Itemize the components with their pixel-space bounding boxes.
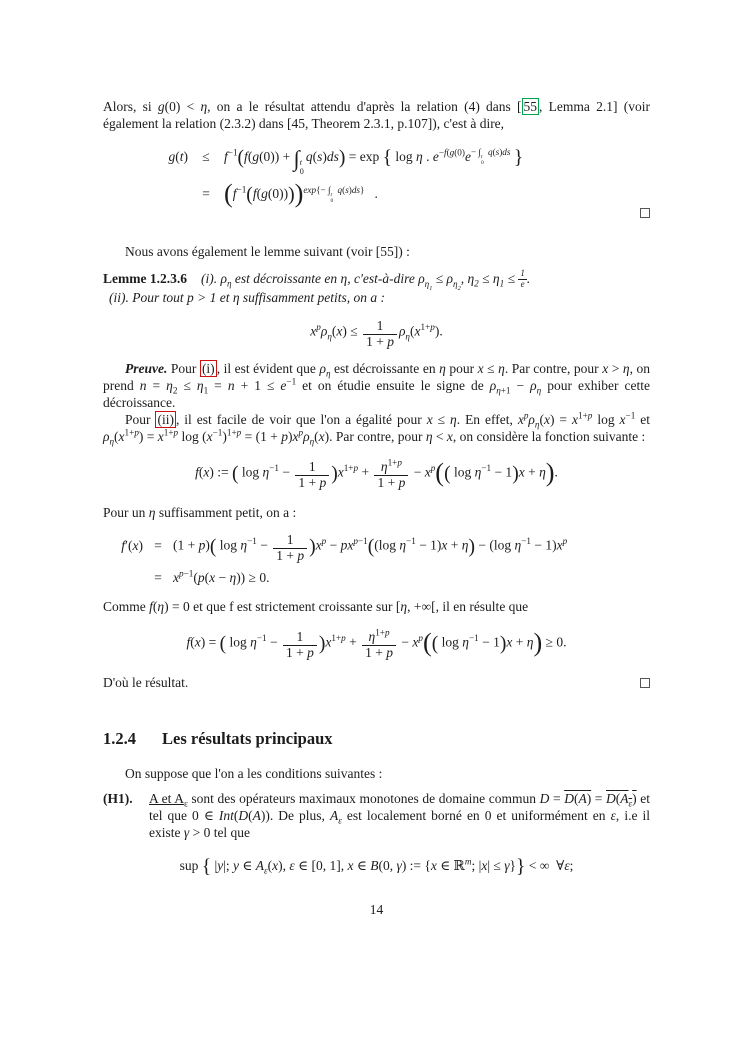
ref-link-i[interactable]: (i)	[201, 361, 215, 377]
equation-f-prime	[103, 533, 650, 587]
paragraph-alors: Alors, si g(0) < η, on a le résultat attendu d'après la relation (4) dans [ 55 , Lemma 2.1] (voir également la relation (2.3.2) dans [45, Theorem 2.3.1, p.107]), c'est à dire,	[103, 99, 650, 131]
equation-fprime-line-2	[103, 570, 650, 587]
paragraph-on-suppose: On suppose que l'on a les conditions suivantes :	[125, 766, 383, 782]
section-heading-1-2-4	[103, 729, 650, 750]
conclusion-line	[103, 675, 650, 692]
equation-rhs: $(f^{-1}(f(g(0))))^{exp\{- \int t 0 q(s)ds\}}$ .	[224, 179, 378, 209]
qed-line-1	[103, 208, 650, 218]
equation-f-definition: f(x) := ( $\log \eta^{-1}$ − $\frac{1}{1 + p}$ )$x^{1+p}$ + $\frac{\eta^{1+p}}{1 + p}$ − $x^p$(( $\log \eta^{-1} - 1)x + \eta$).	[195, 457, 558, 490]
paragraph-preuve-i: Preuve. Pour (i) , il est évident que $\rho_\eta$ est décroissante en η pour x ≤ η. Par contre, pour x > η, on prend $n = \eta_2 \le \eta_1 = n + 1 \le e^{-1}$ et on étudie ensuite le signe de $\rho_{\eta+1} - \rho_\eta$ pour exhiber cette décroissance.	[103, 361, 650, 411]
citation-link-55[interactable]: 55	[523, 99, 538, 114]
equation-lhs: g(t)	[168, 148, 188, 164]
paragraph-pour-un-eta: Pour un η suffisamment petit, on a :	[103, 504, 297, 520]
paragraph-preuve-ii: Pour (ii) , il est facile de voir que l'on a égalité pour x ≤ η. En effet, $x^p\rho_\eta(x) = x^{1+p}$ $\log x^{-1}$ et $\rho_\eta(x^{1+p}) = x^{1+p}$ $\log (x^{-1})^{1+p} = (1 + p)x^p\rho_\eta(x)$. Par contre, pour η < x, on considère la fonction suivante :	[103, 410, 650, 447]
equation-lemma-inequality: $x^p\rho_\eta(x)$ ≤ $\frac{1}{1 + p}$ $\rho_\eta(x^{1+p})$.	[310, 317, 443, 349]
lemma-item-ii: (ii). Pour tout p > 1 et η suffisamment petits, on a :	[109, 289, 386, 305]
section-number: 1.2.4	[103, 729, 136, 749]
qed-square-icon	[640, 678, 650, 688]
equation-lhs: f′(x)	[121, 538, 143, 554]
equation-g-line-2	[133, 179, 650, 209]
equation-sup-bound: sup { |y|; y ∈ $A_\varepsilon(x)$, ε ∈ [0, 1], x ∈ B(0, γ) := {x ∈ ℝ$^m$; |x| ≤ γ}} < ∞ ∀ε;	[179, 856, 574, 878]
ref-link-ii[interactable]: (ii)	[157, 412, 174, 428]
page-number: 14	[369, 902, 384, 918]
section-title: Les résultats principaux	[162, 729, 333, 749]
equation-g-estimate	[133, 145, 650, 209]
equation-fprime-line-1	[103, 533, 650, 564]
equation-g-line-1	[133, 145, 650, 177]
hypothesis-h1	[103, 791, 650, 842]
paragraph-nous-avons: Nous avons également le lemme suivant (voir [55]) :	[125, 244, 410, 260]
lemma-title: Lemme 1.2.3.6	[103, 271, 187, 287]
equation-f-positive: f(x) = ( $\log \eta^{-1}$ − $\frac{1}{1 + p}$ )$x^{1+p}$ + $\frac{\eta^{1+p}}{1 + p}$ − $x^p$(( $\log \eta^{-1} - 1)x + \eta) \ge 0$.	[186, 627, 567, 660]
equation-rhs: $x^{p-1}(p(x - \eta)) \ge 0$.	[173, 568, 270, 586]
relation-symbol: =	[202, 186, 210, 202]
hypothesis-h1-label: (H1).	[103, 790, 133, 806]
relation-symbol: =	[154, 570, 162, 586]
relation-symbol: =	[154, 538, 162, 554]
lemma-1-2-3-6	[103, 269, 650, 307]
paragraph-dou-le-resultat: D'où le résultat.	[103, 674, 189, 690]
hypothesis-h1-text: A et $A_\varepsilon$ sont des opérateurs maximaux monotones de domaine commun $D = D(A) = D(A_\varepsilon)$ et tel que 0 ∈ Int(D(A)). De plus, $A_\varepsilon$ est localement borné en 0 et uniformément en ε, i.e il existe γ > 0 tel que	[149, 790, 650, 840]
equation-rhs: $f^{-1}(f(g(0))$ + ∫ t 0 q(s)ds) = exp { log η . $e^{-f(g(0)}e^{- \int t 0 q(s)ds}$ }	[224, 145, 524, 177]
paragraph-comme: Comme f(η) = 0 et que f est strictement croissante sur [η, +∞[, il en résulte que	[103, 598, 529, 614]
lemma-item-i: (i). $\rho_\eta$ est décroissante en η, c'est-à-dire $\rho_{\eta_1} \le \rho_{\eta_2}$, $\eta_2 \le \eta_1$ ≤ $\frac{1}{e}$ .	[200, 268, 531, 292]
lemma-line-1	[103, 268, 650, 292]
relation-symbol: ≤	[202, 148, 210, 164]
equation-rhs: (1 + p)( $\log \eta^{-1}$ − $\frac{1}{1 + p}$ )$x^p - px^{p-1}((\log$ $\eta^{-1} - 1)x + \eta) - (\log$ $\eta^{-1} - 1)x^p$	[173, 532, 568, 564]
qed-square-icon	[640, 208, 650, 218]
